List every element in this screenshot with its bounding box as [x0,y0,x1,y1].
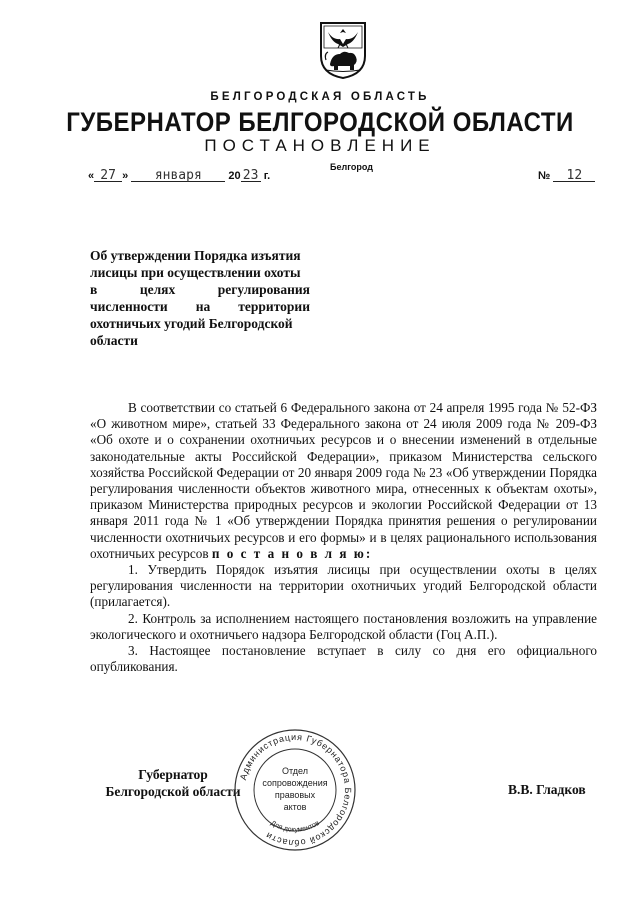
title-line: лисицы при осуществлении охоты [90,265,301,280]
year-prefix: 20 [228,170,241,182]
stamp-bottom-label: Для документов [269,819,321,834]
open-quote: « [88,170,95,182]
date-month: января [131,170,225,182]
preamble-text: В соответствии со статьей 6 Федерального закона от 24 апреля 1995 года № 52-ФЗ «О животном мире», статьей 33 Федерального закона от 24 июля 2009 года № 209-ФЗ «Об охоте и о сохранении охотничьих ресурсов и о внесении изменений в отдельные законодательные акты Российской Федерации», приказом Министерства сельского хозяйства Российской Федерации от 20 января 2009 года № 23 «Об утверждении Порядка регулирования численности объектов животного мира, отнесенных к объектам охоты», приказом Министерства природных ресурсов и экологии Российской Федерации от 13 января 2011 года № 1 «Об утверждении Порядка принятия решения о регулировании численности охотничьих ресурсов и его формы» и в целях рационального использования охотничьих ресурсов [90,400,597,561]
item-2: 2. Контроль за исполнением настоящего постановления возложить на управление экологического и охотничьего надзора Белгородской области (Гоц А.П.). [90,610,597,642]
position-line: Белгородской области [105,784,241,799]
stamp-bottom-text [269,820,321,834]
title-word: в [90,282,98,297]
document-title [90,247,310,349]
title-word: численности [90,299,168,314]
stamp-ring-label: Администрация Губернатора Белгородской области [238,731,354,849]
city-name: Белгород [330,162,373,172]
title-line: охотничьих угодий Белгородской [90,316,293,331]
item-1: 1. Утвердить Порядок изъятия лисицы при осуществлении охоты в целях регулирования численности на территории охотничьих угодий Белгородской области (прилагается). [90,562,597,610]
title-word: регулирования [217,282,310,297]
stamp-line: актов [283,802,307,812]
region-name: БЕЛГОРОДСКАЯ ОБЛАСТЬ [210,91,430,103]
date-day: 27 [94,170,122,182]
resolve-word: п о с т а н о в л я ю: [211,545,373,561]
year-unit: г. [263,170,271,182]
number-label: № [538,170,551,182]
stamp-line: сопровождения [262,778,328,788]
title-line: области [90,333,138,348]
position-line: Губернатор [138,767,208,782]
stamp-line: Отдел [281,766,309,776]
document-number [538,170,595,182]
coat-of-arms-icon [318,20,368,80]
number-value: 12 [553,170,595,182]
signatory-position [98,766,248,800]
issuer-heading: ГУБЕРНАТОР БЕЛГОРОДСКОЙ ОБЛАСТИ [66,107,574,138]
official-stamp [232,727,358,853]
stamp-line: правовых [274,790,316,800]
document-body [90,400,597,675]
title-word: целях [139,282,176,297]
title-line [90,281,310,298]
title-word: территории [238,299,310,314]
preamble-paragraph [90,400,597,562]
date-year: 23 [241,170,261,182]
signatory-name: В.В. Гладков [508,782,586,797]
title-word: на [195,299,211,314]
title-line [90,298,310,315]
item-3: 3. Настоящее постановление вступает в силу со дня его официального опубликования. [90,643,597,675]
close-quote: » [122,170,129,182]
title-line: Об утверждении Порядка изъятия [90,248,301,263]
document-type: ПОСТАНОВЛЕНИЕ [204,136,436,155]
date-line [88,170,270,182]
